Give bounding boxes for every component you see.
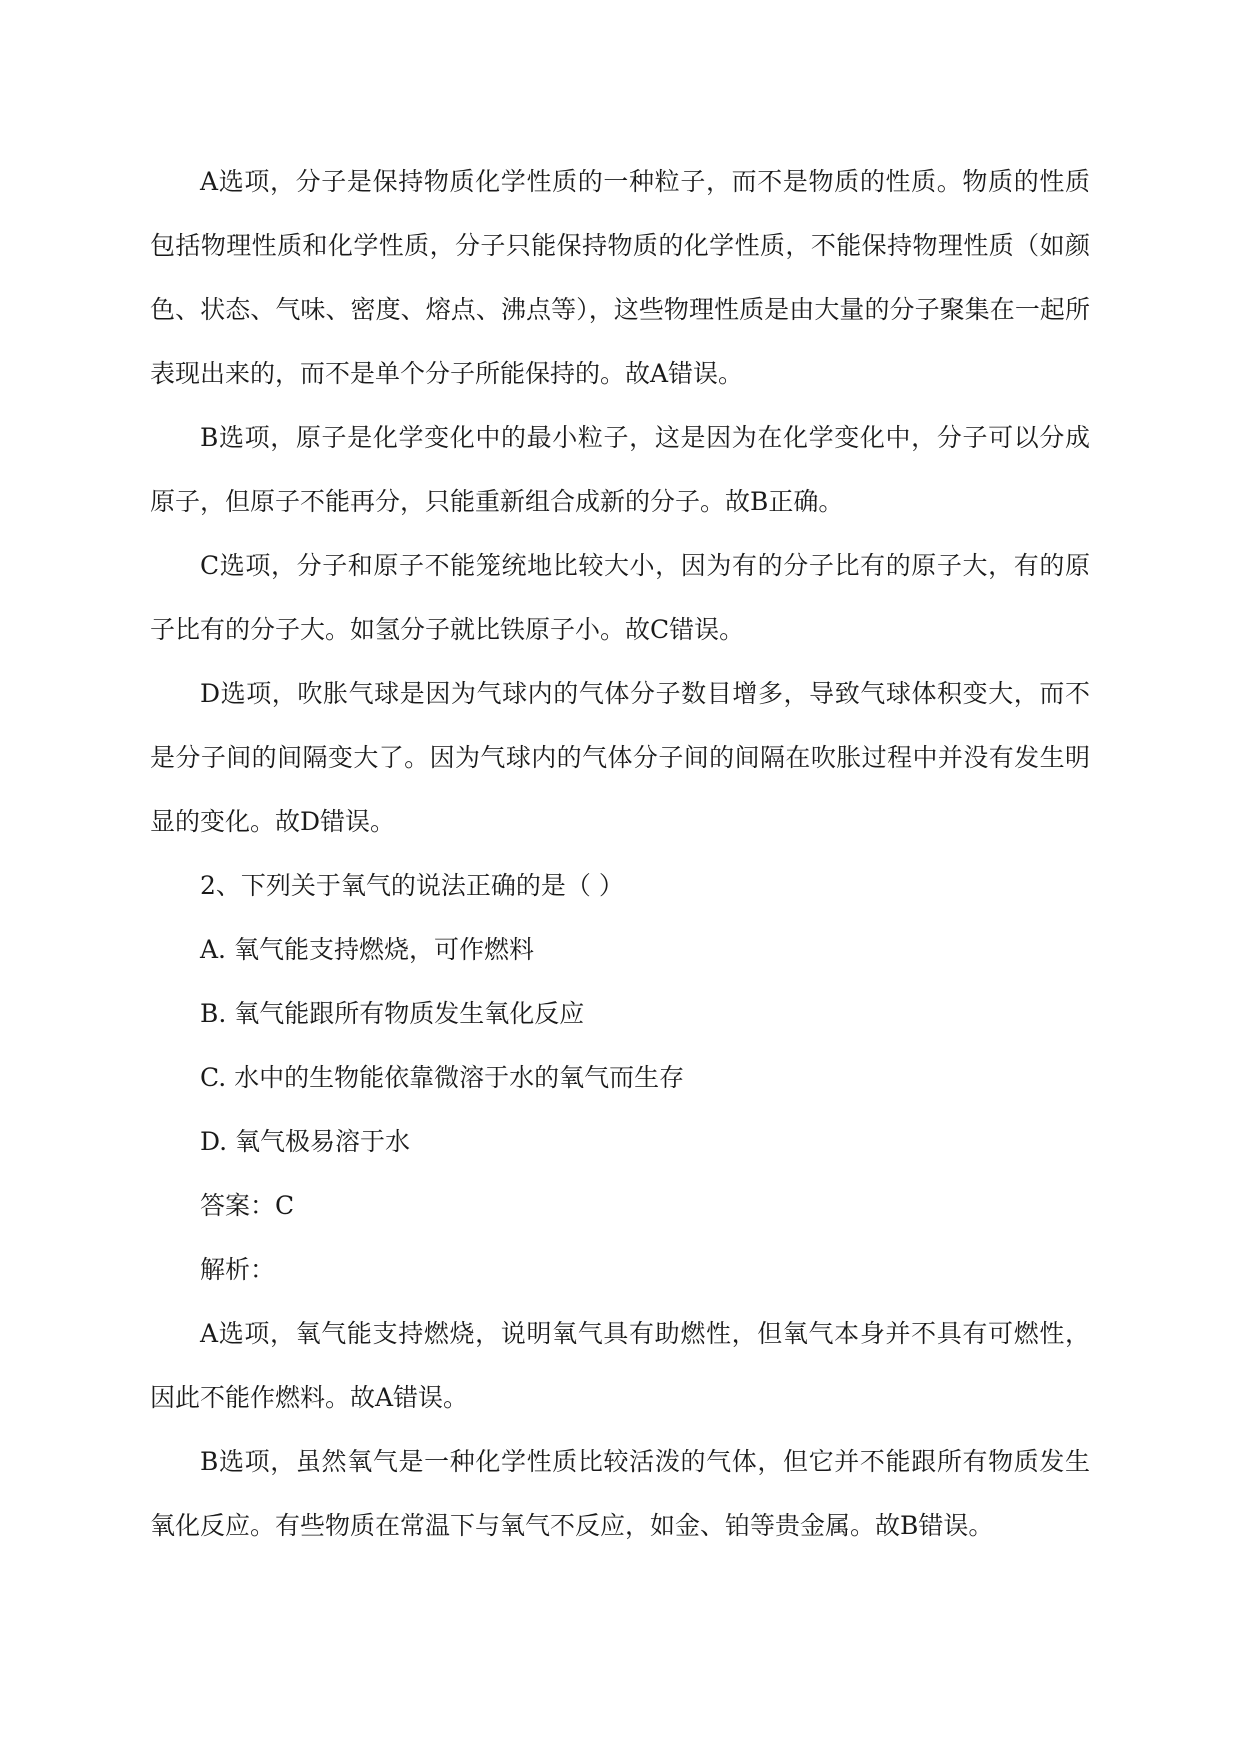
analysis-option-b-atom: B选项，原子是化学变化中的最小粒子，这是因为在化学变化中，分子可以分成原子，但原子不能再分，只能重新组合成新的分子。故B正确。 bbox=[150, 423, 1090, 516]
question-2-option-d: D. 氧气极易溶于水 bbox=[200, 1127, 411, 1156]
analysis-option-a-molecule: A选项，分子是保持物质化学性质的一种粒子，而不是物质的性质。物质的性质包括物理性质和化学性质，分子只能保持物质的化学性质，不能保持物理性质（如颜色、状态、气味、密度、熔点、沸点等），这些物理性质是由大量的分子聚集在一起所表现出来的，而不是单个分子所能保持的。故A错误。 bbox=[150, 167, 1090, 388]
question-2-option-a: A. 氧气能支持燃烧，可作燃料 bbox=[200, 935, 534, 964]
analysis-option-c-size: C选项，分子和原子不能笼统地比较大小，因为有的分子比有的原子大，有的原子比有的分子大。如氢分子就比铁原子小。故C错误。 bbox=[150, 551, 1090, 644]
question-2-answer: 答案：C bbox=[200, 1191, 295, 1220]
question-2-stem: 2、下列关于氧气的说法正确的是（ ） bbox=[200, 871, 624, 900]
document-body bbox=[150, 150, 1090, 1558]
question-2-option-b: B. 氧气能跟所有物质发生氧化反应 bbox=[200, 999, 585, 1028]
question-2-option-c: C. 水中的生物能依靠微溶于水的氧气而生存 bbox=[200, 1063, 685, 1092]
question-2-analysis-heading: 解析： bbox=[200, 1255, 276, 1284]
question-2-analysis-b: B选项，虽然氧气是一种化学性质比较活泼的气体，但它并不能跟所有物质发生氧化反应。有些物质在常温下与氧气不反应，如金、铂等贵金属。故B错误。 bbox=[150, 1447, 1090, 1540]
question-2-analysis-a: A选项，氧气能支持燃烧，说明氧气具有助燃性，但氧气本身并不具有可燃性，因此不能作燃料。故A错误。 bbox=[150, 1319, 1090, 1412]
analysis-option-d-balloon: D选项，吹胀气球是因为气球内的气体分子数目增多，导致气球体积变大，而不是分子间的间隔变大了。因为气球内的气体分子间的间隔在吹胀过程中并没有发生明显的变化。故D错误。 bbox=[150, 679, 1090, 836]
